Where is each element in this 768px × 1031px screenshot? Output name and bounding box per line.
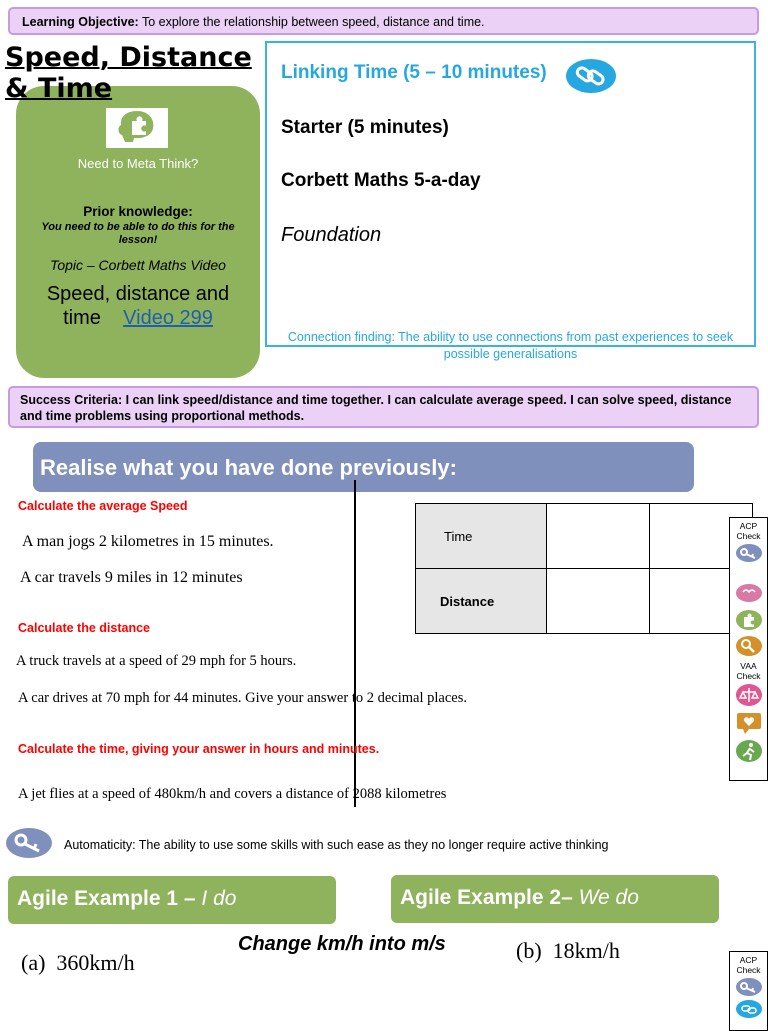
puzzle-icon xyxy=(735,609,763,631)
agile-1-mode: I do xyxy=(201,887,237,910)
runner-icon xyxy=(735,739,763,763)
table-row xyxy=(416,569,753,634)
prior-knowledge-note: You need to be able to do this for the lesson! xyxy=(41,221,235,246)
question-2: A car travels 9 miles in 12 minutes xyxy=(20,569,243,586)
agile-2-label: Agile Example 2– xyxy=(400,886,579,909)
acp-check-label: ACP Check xyxy=(736,521,761,541)
agile-example-2-banner xyxy=(391,875,719,923)
average-speed-heading: Calculate the average Speed xyxy=(18,499,188,513)
chain-link-icon xyxy=(565,57,617,100)
example-a: (a) 360km/h xyxy=(21,950,135,975)
table-cell-time: Time xyxy=(416,504,547,569)
foundation-text: Foundation xyxy=(281,224,382,246)
prior-knowledge-heading: Prior knowledge: xyxy=(83,204,193,219)
change-units-instruction: Change km/h into m/s xyxy=(238,933,446,955)
acp-check-label: ACP Check xyxy=(736,955,761,975)
puzzle-brain-icon xyxy=(106,108,168,148)
key-icon xyxy=(735,543,763,563)
linking-time-title: Linking Time (5 – 10 minutes) xyxy=(281,62,547,83)
linking-time-box xyxy=(265,41,756,361)
acp-panel-bottom xyxy=(729,951,768,1031)
question-3: A truck travels at a speed of 29 mph for 5 hours. xyxy=(16,653,297,669)
connection-finding-text: Connection finding: The ability to use connections from past experiences to seek possible generalisations xyxy=(287,330,734,361)
question-5: A jet flies at a speed of 480km/h and covers a distance of 2088 kilometres xyxy=(18,786,447,802)
realise-banner: Realise what you have done previously: xyxy=(33,442,694,492)
starter-text: Starter (5 minutes) xyxy=(281,117,449,138)
table-cell[interactable] xyxy=(547,569,650,634)
agile-2-mode: We do xyxy=(578,886,639,909)
question-1: A man jogs 2 kilometres in 15 minutes. xyxy=(22,533,274,550)
topic-text: Topic – Corbett Maths Video xyxy=(50,257,226,273)
magnifier-icon xyxy=(735,635,763,657)
page-title: Speed, Distance & Time xyxy=(5,42,252,104)
example-b: (b) 18km/h xyxy=(516,938,620,963)
brain-icon xyxy=(735,583,763,603)
balance-icon xyxy=(735,683,763,707)
divider-line xyxy=(354,480,356,807)
chain-link-icon xyxy=(735,999,763,1019)
automaticity-text: Automaticity: The ability to use some skills with such ease as they no longer require active thinking xyxy=(64,838,609,852)
agile-example-1-banner xyxy=(8,876,336,924)
time-distance-table xyxy=(415,503,753,634)
key-icon xyxy=(735,977,763,997)
corbett-text: Corbett Maths 5-a-day xyxy=(281,170,481,191)
agile-1-label: Agile Example 1 – xyxy=(17,887,202,910)
table-row xyxy=(416,504,753,569)
success-criteria-bar: Success Criteria: I can link speed/distance and time together. I can calculate average speed. I can solve speed, distance and time problems using proportional methods. xyxy=(8,386,759,428)
learning-objective-text: To explore the relationship between speed, distance and time. xyxy=(138,15,485,29)
vaa-check-label: VAA Check xyxy=(736,661,761,681)
sdt-video-line xyxy=(30,282,246,330)
heart-chat-icon xyxy=(735,711,763,735)
meta-think-panel xyxy=(16,86,260,378)
time-heading: Calculate the time, giving your answer in hours and minutes. xyxy=(18,742,380,756)
video-link[interactable]: Video 299 xyxy=(123,307,213,329)
question-4: A car drives at 70 mph for 44 minutes. Give your answer to 2 decimal places. xyxy=(18,690,467,706)
sdt-text: Speed, distance and time xyxy=(46,283,230,329)
learning-objective-bar xyxy=(8,7,759,35)
acp-vaa-panel xyxy=(729,517,768,781)
key-icon xyxy=(5,826,53,865)
table-cell-distance: Distance xyxy=(416,569,547,634)
learning-objective-label: Learning Objective: xyxy=(22,15,139,29)
distance-heading: Calculate the distance xyxy=(18,621,150,635)
meta-think-text: Need to Meta Think? xyxy=(77,156,199,171)
table-cell[interactable] xyxy=(547,504,650,569)
